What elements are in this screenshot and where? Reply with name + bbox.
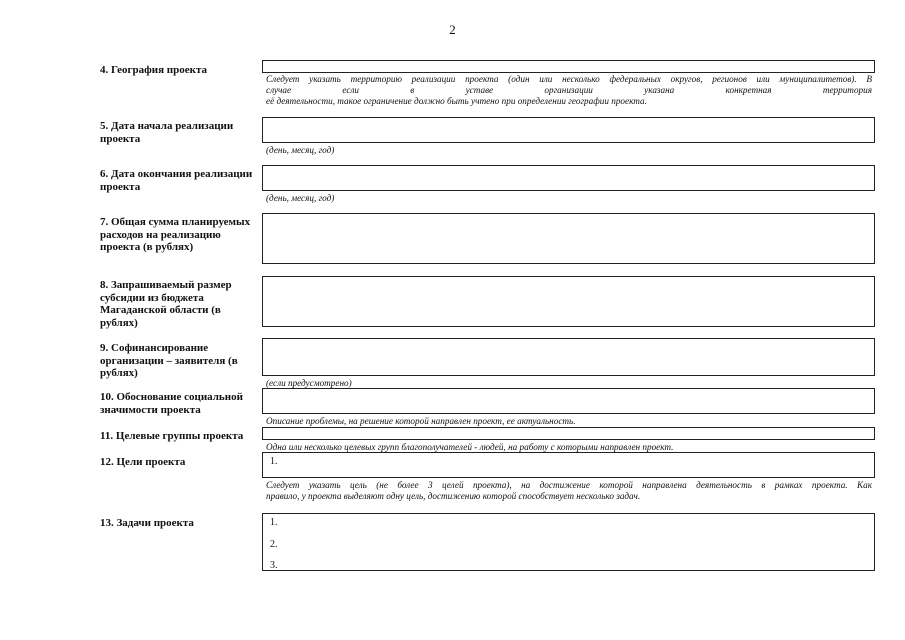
significance-hint: Описание проблемы, на решение которой направлен проект, ее актуальность. xyxy=(266,416,576,426)
goal-item: 1. xyxy=(270,456,278,467)
tasks-field[interactable] xyxy=(262,513,875,571)
total-expenses-label: 7. Общая сумма планируемых расходов на реализацию проекта (в рублях) xyxy=(100,216,251,253)
end-date-field[interactable] xyxy=(262,165,875,191)
end-date-label: 6. Дата окончания реализации проекта xyxy=(100,168,253,193)
goals-hint-1: Следует указать цель (не более 3 целей проекта), на достижение которой направлена деятельность в рамках проекта. Как xyxy=(266,480,872,490)
geography-hint-3: её деятельности, такое ограничение должно быть учтено при определении географии проекта. xyxy=(266,96,647,106)
tasks-label: 13. Задачи проекта xyxy=(100,517,194,529)
goals-hint-2: правило, у проекта выделяют одну цель, достижению которой способствует несколько задач. xyxy=(266,491,641,501)
start-date-hint: (день, месяц, год) xyxy=(266,145,335,155)
significance-field[interactable] xyxy=(262,388,875,414)
geography-hint-1: Следует указать территорию реализации проекта (один или несколько федеральных округов, регионов или муниципалитетов). В xyxy=(266,74,872,84)
task-item-1: 1. xyxy=(270,517,278,528)
target-groups-label: 11. Целевые группы проекта xyxy=(100,430,244,442)
task-item-2: 2. xyxy=(270,539,278,550)
goals-field[interactable] xyxy=(262,452,875,478)
start-date-label: 5. Дата начала реализации проекта xyxy=(100,120,234,145)
cofinancing-hint: (если предусмотрено) xyxy=(266,378,352,388)
significance-label: 10. Обоснование социальной значимости проекта xyxy=(100,391,243,416)
geography-hint-2: случае если в уставе организации указана конкретная территория xyxy=(266,85,872,95)
end-date-hint: (день, месяц, год) xyxy=(266,193,335,203)
geography-label: 4. География проекта xyxy=(100,64,208,76)
page-number: 2 xyxy=(449,22,456,37)
geography-field[interactable] xyxy=(262,60,875,73)
total-expenses-field[interactable] xyxy=(262,213,875,264)
target-groups-field[interactable] xyxy=(262,427,875,440)
target-groups-hint: Одна или несколько целевых групп благополучателей - людей, на работу с которыми направлен проект. xyxy=(266,442,674,452)
start-date-field[interactable] xyxy=(262,117,875,143)
cofinancing-field[interactable] xyxy=(262,338,875,376)
goals-label: 12. Цели проекта xyxy=(100,456,186,468)
subsidy-field[interactable] xyxy=(262,276,875,327)
task-item-3: 3. xyxy=(270,560,278,571)
cofinancing-label: 9. Софинансирование организации – заявителя (в рублях) xyxy=(100,342,238,379)
subsidy-label: 8. Запрашиваемый размер субсидии из бюджета Магаданской области (в рублях) xyxy=(100,279,232,329)
